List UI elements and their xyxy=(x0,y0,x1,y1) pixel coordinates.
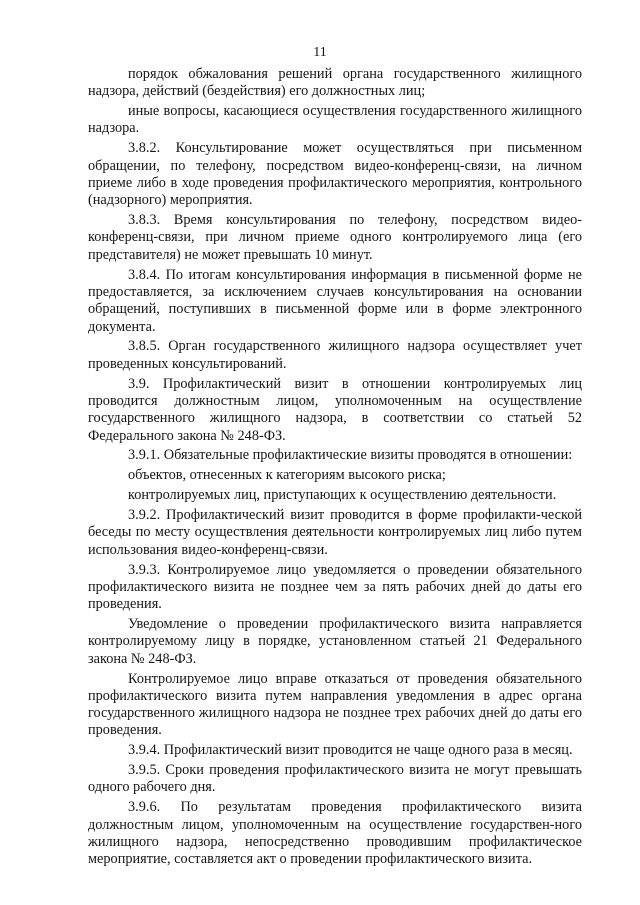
paragraph-3-9-5: 3.9.5. Сроки проведения профилактического визита не могут превышать одного рабочего дня. xyxy=(88,762,582,796)
paragraph-3-8-5: 3.8.5. Орган государственного жилищного надзора осуществляет учет проведенных консультирований. xyxy=(88,338,582,372)
paragraph-appeal-procedure: порядок обжалования решений органа государственного жилищного надзора, действий (бездействия) его должностных лиц; xyxy=(88,66,582,100)
paragraph-notification: Уведомление о проведении профилактического визита направляется контролируемому лицу в порядке, установленном статьей 21 Федерального закона № 248-ФЗ. xyxy=(88,616,582,667)
paragraph-3-8-3: 3.8.3. Время консультирования по телефону, посредством видео-конференц-связи, при личном приеме одного контролируемого лица (его представителя) не может превышать 10 минут. xyxy=(88,212,582,263)
paragraph-3-9-2: 3.9.2. Профилактический визит проводится в форме профилакти-ческой беседы по месту осуществления деятельности контролируемых лиц либо путем использования видео-конференц-связи. xyxy=(88,507,582,558)
paragraph-3-8-2: 3.8.2. Консультирование может осуществляться при письменном обращении, по телефону, посредством видео-конференц-связи, на личном приеме либо в ходе проведения профилактического мероприятия, контрольного (надзорного) мероприятия. xyxy=(88,140,582,209)
paragraph-3-9-3: 3.9.3. Контролируемое лицо уведомляется о проведении обязательного профилактического визита не позднее чем за пять рабочих дней до даты его проведения. xyxy=(88,561,582,613)
paragraph-high-risk-objects: объектов, отнесенных к категориям высокого риска; xyxy=(128,467,446,484)
paragraph-other-questions: иные вопросы, касающиеся осуществления государственного жилищного надзора. xyxy=(88,103,582,137)
paragraph-3-8-4: 3.8.4. По итогам консультирования информация в письменной форме не предоставляется, за исключением случаев консультирования на основании обращений, поступивших в письменной форме или в форме электронного документа. xyxy=(88,266,582,335)
paragraph-3-9-6: 3.9.6. По результатам проведения профилактического визита должностным лицом, уполномоченным на осуществление государствен-ного жилищного надзора, непосредственно проводившим профилактическое мероприятие, составляется акт о проведении профилактического визита. xyxy=(88,799,582,868)
page-number: 11 xyxy=(313,45,327,60)
paragraph-3-9-1: 3.9.1. Обязательные профилактические визиты проводятся в отношении: xyxy=(128,447,573,464)
document-body xyxy=(88,66,582,871)
paragraph-starting-activity: контролируемых лиц, приступающих к осуществлению деятельности. xyxy=(128,487,557,504)
paragraph-refusal: Контролируемое лицо вправе отказаться от проведения обязательного профилактического визита путем направления уведомления в адрес органа государственного жилищного надзора не позднее трех рабочих дней до даты его проведения. xyxy=(88,670,582,739)
paragraph-3-9-4: 3.9.4. Профилактический визит проводится не чаще одного раза в месяц. xyxy=(128,742,573,759)
paragraph-3-9: 3.9. Профилактический визит в отношении контролируемых лиц проводится должностным лицом, уполномоченным на осуществление государственного жилищного надзора, в соответствии со статьей 52 Федерального закона № 248-ФЗ. xyxy=(88,375,582,444)
